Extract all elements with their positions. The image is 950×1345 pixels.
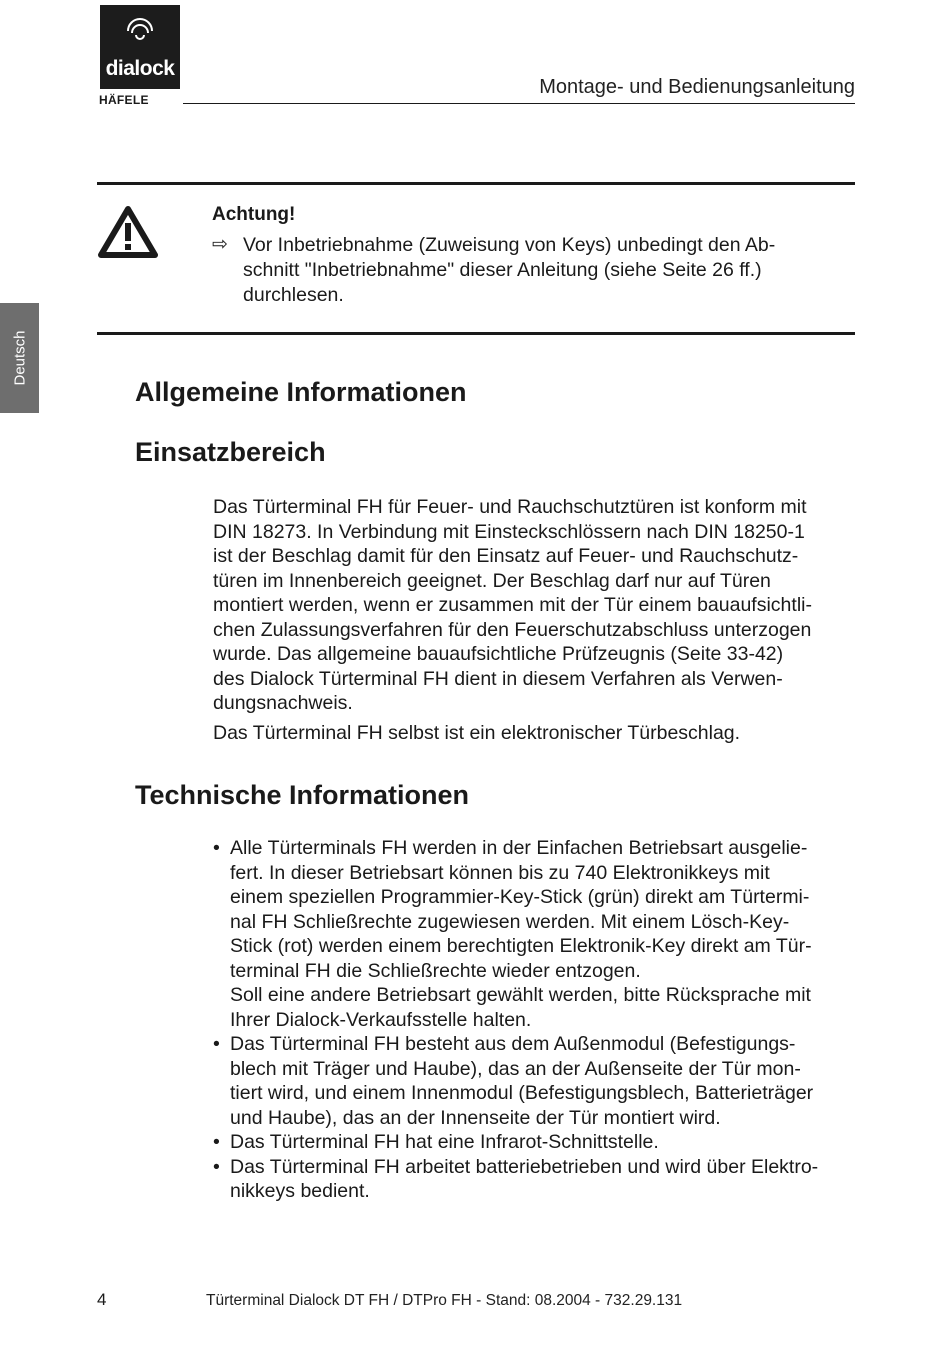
text-line: Alle Türterminals FH werden in der Einfachen Betriebsart ausgelie-	[230, 837, 808, 859]
text-line: tiert wird, und einem Innenmodul (Befestigungsblech, Batterieträger	[230, 1082, 814, 1104]
text-line: dungsnachweis.	[213, 692, 353, 714]
bullet-icon: •	[213, 1155, 220, 1178]
list-item	[213, 836, 855, 1032]
signal-waves-icon	[127, 17, 153, 43]
text-line: einem speziellen Programmier-Key-Stick (grün) direkt am Türtermi-	[230, 886, 810, 908]
text-line: DIN 18273. In Verbindung mit Einsteckschlössern nach DIN 18250-1	[213, 520, 805, 543]
arrow-right-icon: ⇨	[212, 234, 228, 255]
language-tab-label: Deutsch	[11, 330, 28, 386]
text-line: nal FH Schließrechte zugewiesen werden. Mit einem Lösch-Key-	[230, 910, 790, 933]
bullet-icon: •	[213, 1033, 220, 1055]
text-line: Soll eine andere Betriebsart gewählt werden, bitte Rücksprache mit	[230, 984, 811, 1006]
text-line: blech mit Träger und Haube), das an der Außenseite der Tür mon-	[230, 1057, 801, 1080]
warning-line: Vor Inbetriebnahme (Zuweisung von Keys) unbedingt den Ab-	[243, 234, 776, 256]
list-item	[213, 1032, 855, 1130]
paragraph-electronic: Das Türterminal FH selbst ist ein elektronischer Türbeschlag.	[213, 722, 741, 744]
warning-text	[243, 233, 813, 308]
warning-top-rule	[97, 182, 855, 185]
text-line: Das Türterminal FH besteht aus dem Außenmodul (Befestigungs-	[230, 1033, 796, 1055]
language-tab	[0, 303, 39, 413]
text-line: Ihrer Dialock-Verkaufsstelle halten.	[230, 1008, 532, 1031]
text-line: nikkeys bedient.	[230, 1180, 370, 1202]
warning-bottom-rule	[97, 332, 855, 335]
text-line: Das Türterminal FH arbeitet batteriebetrieben und wird über Elektro-	[230, 1155, 819, 1178]
text-line: wurde. Das allgemeine bauaufsichtliche Prüfzeugnis (Seite 33-42)	[213, 643, 784, 665]
text-line: des Dialock Türterminal FH dient in diesem Verfahren als Verwen-	[213, 667, 783, 690]
paragraph-einsatzbereich	[213, 495, 853, 716]
header-rule	[183, 103, 855, 104]
dialock-logo	[100, 5, 180, 89]
footer-text: Türterminal Dialock DT FH / DTPro FH - Stand: 08.2004 - 732.29.131	[206, 1292, 683, 1309]
list-item	[213, 1155, 855, 1204]
heading-general: Allgemeine Informationen	[135, 377, 467, 407]
hafele-brand: HÄFELE	[99, 93, 149, 107]
page-number: 4	[97, 1290, 107, 1309]
text-line: Das Türterminal FH hat eine Infrarot-Schnittstelle.	[230, 1131, 659, 1153]
text-line: terminal FH die Schließrechte wieder entzogen.	[230, 959, 641, 982]
text-line: Stick (rot) werden einem berechtigten Elektronik-Key direkt am Tür-	[230, 935, 812, 957]
list-item	[213, 1130, 855, 1155]
warning-triangle-icon	[98, 205, 158, 259]
text-line: chen Zulassungsverfahren für den Feuerschutzabschluss unterzogen	[213, 618, 812, 641]
text-line: und Haube), das an der Innenseite der Tür montiert wird.	[230, 1106, 721, 1129]
text-line: montiert werden, wenn er zusammen mit der Tür einem bauaufsichtli-	[213, 594, 812, 616]
bullet-icon: •	[213, 1131, 220, 1153]
technical-bullet-list	[213, 836, 855, 1204]
text-line: Das Türterminal FH für Feuer- und Rauchschutztüren ist konform mit	[213, 496, 807, 518]
text-line: türen im Innenbereich geeignet. Der Beschlag darf nur auf Türen	[213, 569, 771, 592]
text-line: ist der Beschlag damit für den Einsatz auf Feuer- und Rauchschutz-	[213, 545, 799, 567]
warning-line: schnitt "Inbetriebnahme" dieser Anleitung (siehe Seite 26 ff.)	[243, 259, 762, 281]
document-title: Montage- und Bedienungsanleitung	[539, 76, 855, 98]
warning-title: Achtung!	[212, 204, 296, 225]
heading-einsatzbereich: Einsatzbereich	[135, 437, 326, 467]
text-line: fert. In dieser Betriebsart können bis zu 740 Elektronikkeys mit	[230, 861, 770, 884]
bullet-icon: •	[213, 837, 220, 859]
warning-line: durchlesen.	[243, 284, 344, 306]
heading-technical: Technische Informationen	[135, 780, 470, 810]
logo-wordmark: dialock	[105, 57, 175, 80]
